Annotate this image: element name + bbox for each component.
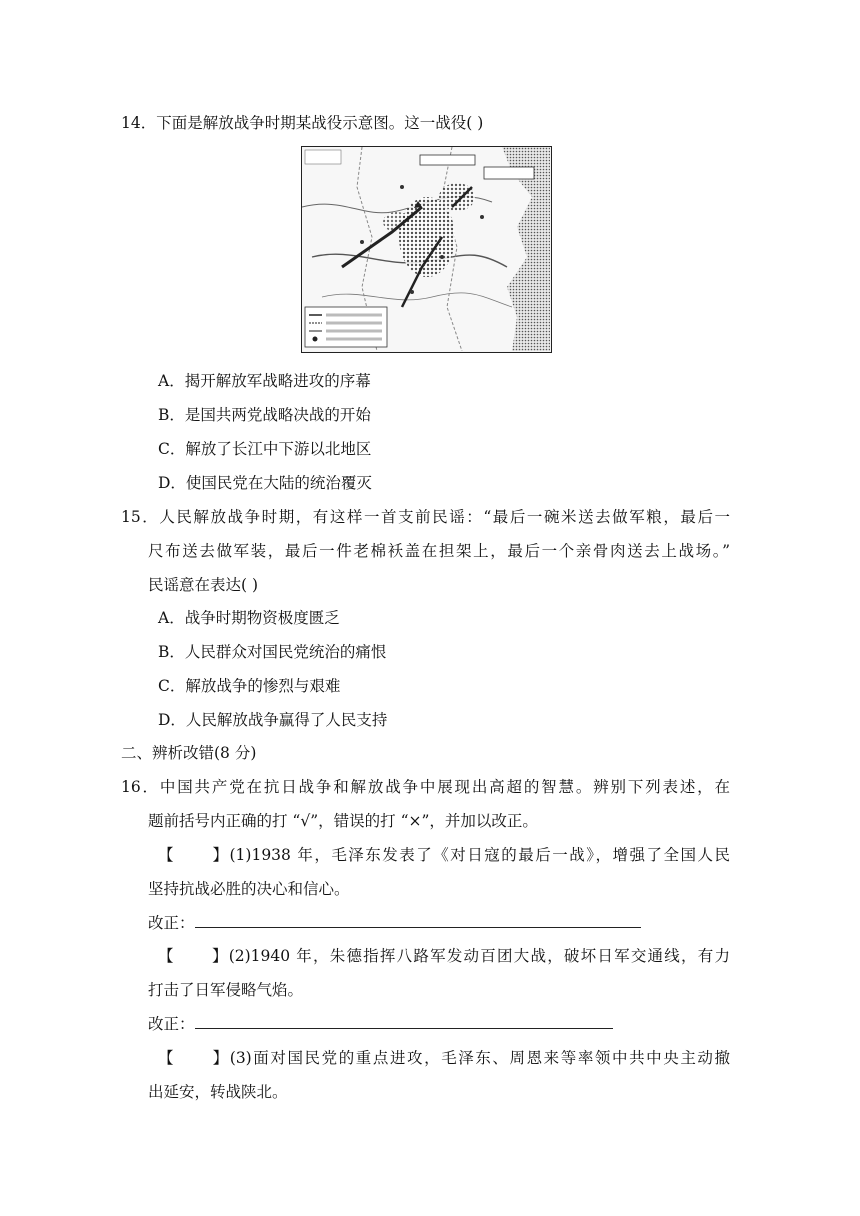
q15-stem-line3: 民谣意在表达( ) <box>148 576 259 594</box>
q16-item2-line1 <box>158 946 730 966</box>
q14-stem: 14．下面是解放战争时期某战役示意图。这一战役( ) <box>121 114 484 132</box>
q14-option-c: C．解放了长江中下游以北地区 <box>158 440 372 458</box>
answer-bracket-1[interactable] <box>158 846 230 864</box>
item3-text: (3)面对国民党的重点进攻，毛泽东、周恩来等率领中共中央主动撤 <box>229 1049 730 1067</box>
q16-item2-correction <box>148 1014 613 1034</box>
q16-item1-line1 <box>158 845 730 865</box>
q14-option-a: A．揭开解放军战略进攻的序幕 <box>158 372 371 390</box>
q16-item1-correction <box>148 913 641 933</box>
item2-text: (2)1940 年，朱德指挥八路军发动百团大战，破坏日军交通线，有力 <box>228 947 730 965</box>
answer-bracket-2[interactable] <box>158 947 229 965</box>
q14-option-b: B．是国共两党战略决战的开始 <box>158 406 371 424</box>
q16-stem-line2: 题前括号内正确的打 “√”，错误的打 “×”，并加以改正。 <box>148 812 538 830</box>
bracket-left: 【 <box>158 947 175 965</box>
q14-option-d: D．使国民党在大陆的统治覆灭 <box>158 474 372 492</box>
bracket-right: 】 <box>211 1049 230 1067</box>
q16-stem-line1: 16．中国共产党在抗日战争和解放战争中展现出高超的智慧。辨别下列表述，在 <box>121 778 730 796</box>
correction-label: 改正： <box>148 1015 195 1033</box>
q16-item3-line1 <box>158 1048 730 1068</box>
bracket-left: 【 <box>158 846 175 864</box>
correction-blank-2[interactable] <box>195 1014 613 1029</box>
section-heading: 二、辨析改错(8 分) <box>121 744 257 762</box>
item1-text: (1)1938 年，毛泽东发表了《对日寇的最后一战》，增强了全国人民 <box>229 846 730 864</box>
bracket-left: 【 <box>158 1049 176 1067</box>
answer-bracket-3[interactable] <box>158 1049 230 1067</box>
q15-option-d: D．人民解放战争赢得了人民支持 <box>158 711 388 729</box>
q15-option-a: A．战争时期物资极度匮乏 <box>158 609 340 627</box>
q16-item3-line2: 出延安，转战陕北。 <box>148 1083 288 1101</box>
q15-option-b: B．人民群众对国民党统治的痛恨 <box>158 643 387 661</box>
bracket-right: 】 <box>211 846 230 864</box>
q16-item1-line2: 坚持抗战必胜的决心和信心。 <box>148 880 350 898</box>
bracket-right: 】 <box>210 947 229 965</box>
q15-stem-line2: 尺布送去做军装，最后一件老棉袄盖在担架上，最后一个亲骨肉送去上战场。” <box>148 542 730 560</box>
correction-blank-1[interactable] <box>195 913 641 928</box>
q15-option-c: C．解放战争的惨烈与艰难 <box>158 677 341 695</box>
battle-map-image <box>301 146 552 353</box>
q15-stem-line1: 15．人民解放战争时期，有这样一首支前民谣：“最后一碗米送去做军粮，最后一 <box>121 508 730 526</box>
q16-item2-line2: 打击了日军侵略气焰。 <box>148 981 304 999</box>
correction-label: 改正： <box>148 914 195 932</box>
